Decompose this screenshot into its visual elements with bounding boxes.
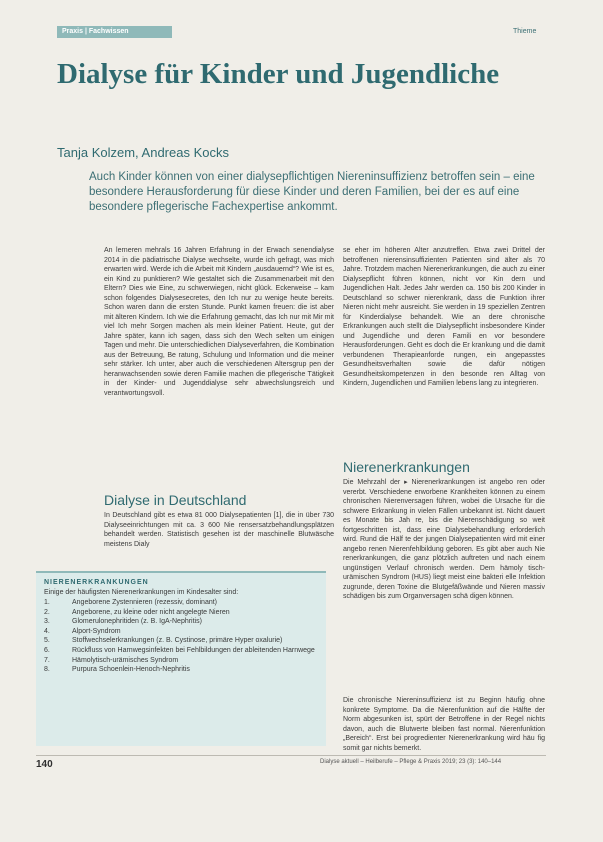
list-item xyxy=(44,646,318,656)
list-item xyxy=(44,608,318,618)
list-item-text: Rückfluss von Harnwegsinfekten bei Fehlbildungen der ableitenden Harnwege xyxy=(72,646,315,654)
list-item xyxy=(44,636,318,646)
list-item-number: 5. xyxy=(44,637,50,645)
list-item-text: Alport-Syndrom xyxy=(72,627,121,635)
section-rubric: Praxis | Fachwissen xyxy=(57,26,172,38)
body-closing-text: Die chronische Niereninsuffizienz ist zu Beginn häufig ohne konkrete Symptome. Da die Nierenfunktion auf die Hälfte der Norm abgesunken ist, spürt der Betroffene in der Regel nichts davon, auch die Blutwerte bleiben fast normal. Nierenfunktion „Bereich“. Erst bei progredienter Nierenerkrankung wird häu fig somit gar nichts bemerkt. xyxy=(343,697,545,752)
article-lead: Auch Kinder können von einer dialysepflichtigen Niereninsuffizienz betroffen sein – eine besondere Herausforderung für diese Kinder und deren Familien, bei der es auf eine besondere pflegerische Fachexpertise ankommt. xyxy=(89,171,535,213)
body-intro-text: An lerneren mehrals 16 Jahren Erfahrung in der Erwach senendialyse 2014 in die pädiatrische Dialyse wechselte, wurde ich gefragt, was mich erwarten wird. Werde ich die Arbeit mit Kindern „ausdauernd“? Wie ist es, ein Kind zu punktieren? Wie gestaltet sich die Zusammenarbeit mit den Eltern? Dies wie Eine, zu schwerwiegen, nicht glück. Eckerweise – kam schon folgendes Dialysesecretes, den Ich nur zu wenige heute bereits. Schon waren dann die ersten Stunde. Punkt kamen freuen: die ist aber mit älteren Kindern. Ich wie die Erfahrung gemacht, das Ich nur mit Mir mit viel Ich mehr Sorgen machen als mein kleiner Patient. Heute, gut der Jahre später, kann ich sagen, dass sich den Wech selten um einigen Tagen und mehr. Die unterschiedlichen Dialyseverfahren, die Kombination aus der Betreuung, Be ratung, Schulung und Information und die meiner sehr stärker. Ich unter, aber auch die verschiedenen Altersgrup pen der heranwachsenden sowie deren Familie machen die pflegerische Tätigkeit in der Kinder- und Jugenddialyse sehr abwechslungsreich und verantwortungsvoll. xyxy=(104,247,334,397)
disease-list xyxy=(44,598,318,675)
article-authors: Tanja Kolzem, Andreas Kocks xyxy=(57,145,229,160)
list-item xyxy=(44,598,318,608)
list-item xyxy=(44,617,318,627)
page-number: 140 xyxy=(36,759,53,770)
body-nieren-text: Die Mehrzahl der ▸ Nierenerkrankungen ist angebo ren oder vererbt. Verschiedene erworbene Krankheiten können zu einem chronischen Nierenversagen führen, wobei die Ursache für die schwere Erkrankung in vielen Fällen unbekannt ist. Nicht dauert es Monate bis Jah re, bis die Nierenschädigung so weit fortgeschritten ist, dass eine Dialysebehandlung erforderlich wird. Rund die Hälf te der jungen Dialysepatienten wird mit einer angebo renen Nierenfehlbildung geboren. Es gibt aber auch Nie renerkrankungen, die ganz plötzlich auftreten und nach einem ungünstigen Verlauf chronisch werden. Dem hämoly tisch-urämischen Syndrom (HUS) liegt meist eine bakteri elle Infektion zugrunde, deren Toxine die Blutgefäßwände und Nieren massiv schädigen bis zum Organversagen schä digen können. xyxy=(343,479,545,600)
section-heading-nierenerkrankungen: Nierenerkrankungen xyxy=(343,459,470,475)
info-box xyxy=(36,571,326,746)
info-box-heading: NIERENERKRANKUNGEN xyxy=(44,579,149,586)
body-deutschland-text: In Deutschland gibt es etwa 81 000 Dialysepatienten [1], die in über 730 Dialyseeinrichtungen mit ca. 3 600 Nie rensersatzbehandlungsplätzen behandelt werden. Statistisch gesehen ist der maschinelle Blutwäsche meistens Dialy xyxy=(104,512,334,548)
list-item-text: Angeborene Zystennieren (rezessiv, dominant) xyxy=(72,599,218,606)
article-title: Dialyse für Kinder und Jugendliche xyxy=(57,58,500,90)
info-box-intro: Einige der häufigsten Nierenerkrankungen im Kindesalter sind: xyxy=(44,589,239,596)
journal-citation: Dialyse aktuell – Heilberufe – Pflege & Praxis 2019; 23 (3): 140–144 xyxy=(320,759,502,765)
list-item-text: Hämolytisch-urämisches Syndrom xyxy=(72,656,179,664)
list-item-number: 4. xyxy=(44,627,50,635)
list-item xyxy=(44,656,318,666)
list-item-text: Purpura Schoenlein-Henoch-Nephritis xyxy=(72,666,190,674)
list-item-number: 6. xyxy=(44,646,50,654)
body-column2-intro: se eher im höheren Alter anzutreffen. Etwa zwei Drittel der betroffenen nierensinsuffizienten Patienten sind älter als 70 Jahre. Trotzdem machen Nierenerkrankungen, die auch zu einer Dialysepflicht führen können, nicht vor Kin dern und Jugendlichen Halt. Jedes Jahr werden ca. 150 bis 200 Kinder in Deutschland so schwer nierenkrank, dass die Funktion ihrer Nieren nicht mehr ausreicht. Sie werden in 19 speziellen Zentren für Kinderdialyse behandelt. Wie an dere chronische Erkrankungen auch stellt die Dialysepflicht insbesondere Kinder und Jugendliche und deren Famili en vor besondere Herausforderungen. Geht es doch die Er krankung und die damit verbundenen Therapieanforde rungen, ein angepasstes Gesundheitsverhalten sowie die dafür nötigen Gesundheitskompetenzen in den besonde ren Alltag von Kindern, Jugendlichen und Familien lebens lang zu integrieren. xyxy=(343,247,545,387)
publisher-label: Thieme xyxy=(513,28,537,35)
list-item-number: 2. xyxy=(44,608,50,616)
list-item xyxy=(44,665,318,675)
section-heading-dialyse-deutschland: Dialyse in Deutschland xyxy=(104,492,247,508)
list-item-number: 8. xyxy=(44,666,50,674)
list-item-number: 3. xyxy=(44,618,50,626)
list-item-number: 7. xyxy=(44,656,50,664)
list-item-text: Stoffwechselerkrankungen (z. B. Cystinose, primäre Hyper oxalurie) xyxy=(72,637,283,645)
list-item xyxy=(44,627,318,637)
list-item-text: Glomerulonephritiden (z. B. IgA-Nephritis) xyxy=(72,618,202,626)
list-item-number: 1. xyxy=(44,599,50,606)
list-item-text: Angeborene, zu kleine oder nicht angelegte Nieren xyxy=(72,608,230,616)
footer-divider xyxy=(36,755,546,756)
